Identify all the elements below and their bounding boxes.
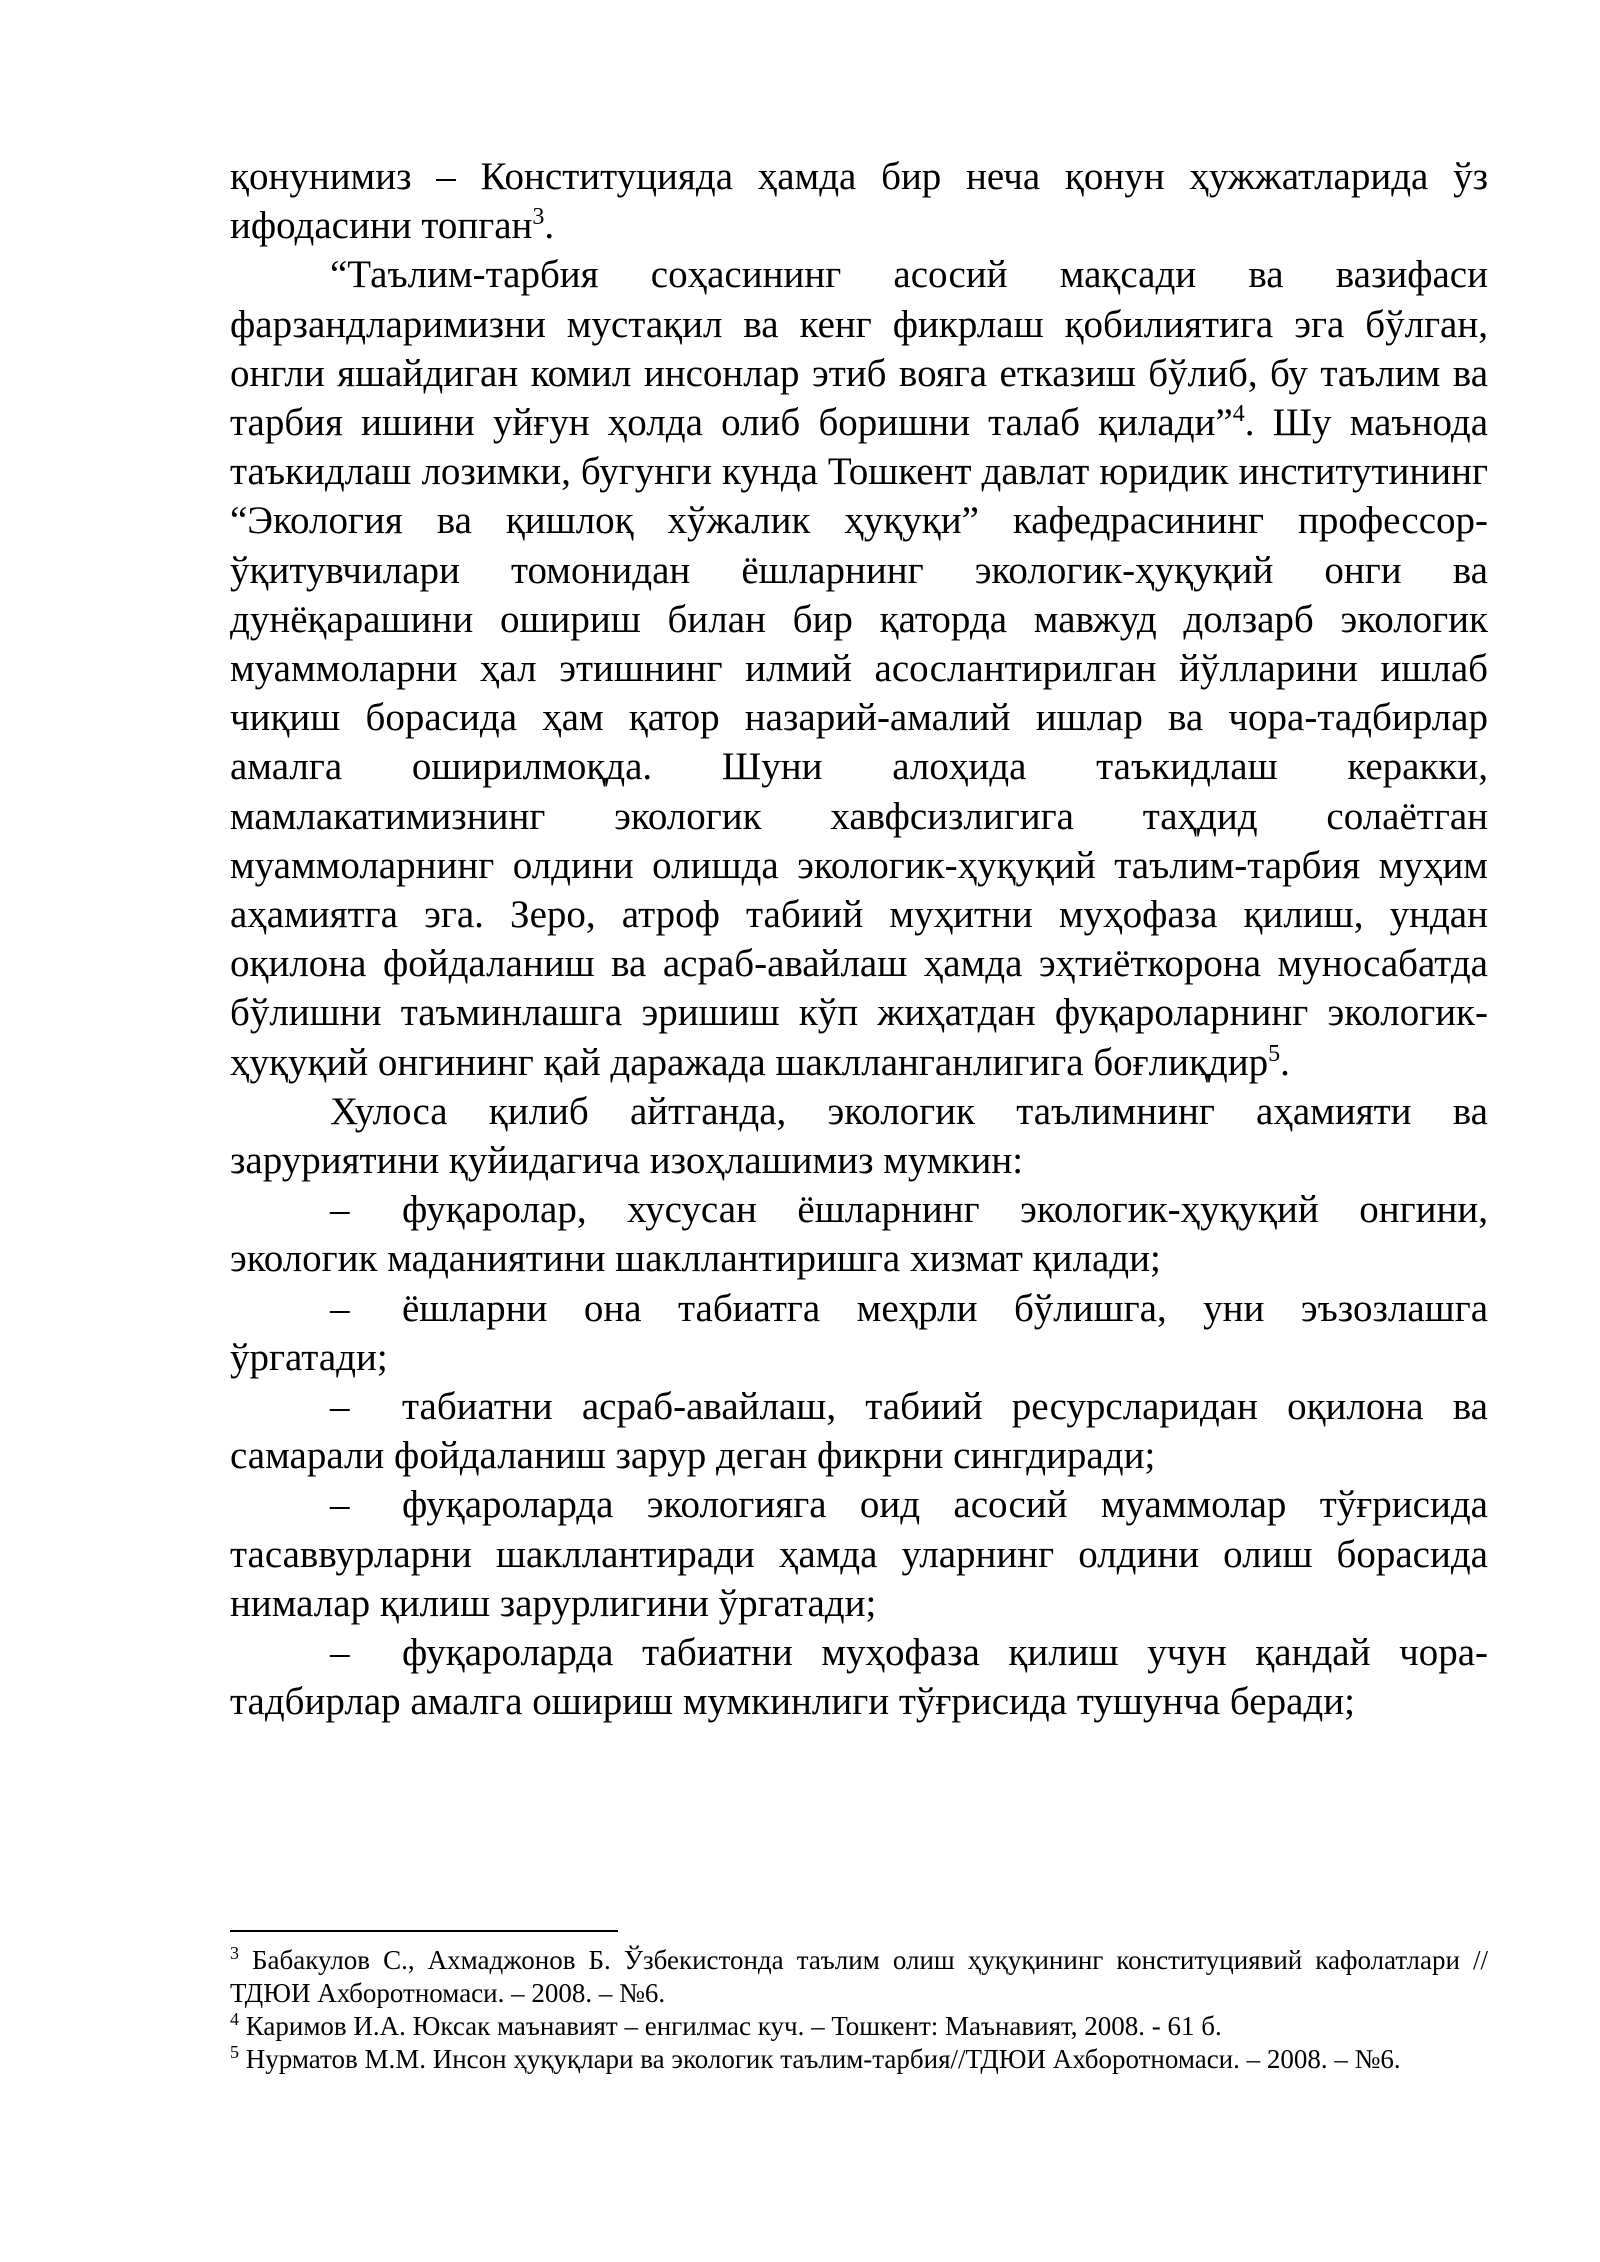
footnote-4 — [230, 2010, 1488, 2043]
footnote-number: 3 — [230, 1943, 239, 1963]
list-item-text: фуқароларда табиатни муҳофаза қилиш учун қандай чора-тадбирлар амалга ошириш мумкинлиги тўғрисида тушунча беради; — [230, 1631, 1488, 1724]
footnote-3 — [230, 1944, 1488, 2010]
list-item — [230, 1628, 1488, 1726]
dash-marker: – — [330, 1286, 350, 1330]
footnote-ref-4: 4 — [1232, 401, 1245, 428]
paragraph-end: . — [1280, 1040, 1290, 1084]
footnotes — [230, 1930, 1488, 2076]
footnote-separator — [230, 1930, 618, 1932]
list-item — [230, 1284, 1488, 1382]
list-item-text: фуқаролар, хусусан ёшларнинг экологик-ҳуқуқий онгини, экологик маданиятини шакллантиришга хизмат қилади; — [230, 1188, 1488, 1281]
list-item-text: табиатни асраб-авайлаш, табиий ресурсларидан оқилона ва самарали фойдаланиш зарур деган фикрни сингдиради; — [230, 1385, 1488, 1478]
dash-marker: – — [330, 1631, 350, 1675]
paragraph-2 — [230, 250, 1488, 1086]
footnote-text: Каримов И.А. Юксак маънавият – енгилмас куч. – Тошкент: Маънавият, 2008. - 61 б. — [239, 2011, 1222, 2041]
document-body — [230, 152, 1488, 1727]
list-item — [230, 1185, 1488, 1283]
footnote-number: 5 — [230, 2042, 239, 2062]
dash-marker: – — [330, 1483, 350, 1527]
footnote-5 — [230, 2043, 1488, 2076]
list-item — [230, 1382, 1488, 1480]
footnote-number: 4 — [230, 2009, 239, 2029]
paragraph-1: қонунимиз – Конституцияда ҳамда бир неча қонун ҳужжатларида ўз ифодасини топган$^3$. — [230, 155, 1488, 248]
footnote-ref-5: 5 — [1268, 1040, 1281, 1067]
quote-text: “Таълим-тарбия соҳасининг асосий мақсади ва вазифаси фарзандларимизни мустақил ва кенг фикрлаш қобилиятига эга бўлган, онгли яшайдиган комил инсонлар этиб вояга етказиш бўлиб, бу таълим ва тарбия ишини уйғун ҳолда олиб боришни талаб қилади” — [230, 253, 1488, 445]
list-item-text: ёшларни она табиатга меҳрли бўлишга, уни эъзозлашга ўргатади; — [230, 1286, 1488, 1379]
footnote-ref-3: 3 — [532, 204, 545, 231]
paragraph-text: . Шу маънода таъкидлаш лозимки, бугунги кунда Тошкент давлат юридик институтининг “Экология ва қишлоқ хўжалик ҳуқуқи” кафедрасининг профессор-ўқитувчилари томонидан ёшларнинг экологик-ҳуқуқий онги ва дунёқарашини ошириш билан бир қаторда мавжуд долзарб экологик муаммоларни ҳал этишнинг илмий асослантирилган йўлларини ишлаб чиқиш борасида ҳам қатор назарий-амалий ишлар ва чора-тадбирлар амалга оширилмоқда. Шуни алоҳида таъкидлаш керакки, мамлакатимизнинг экологик хавфсизлигига таҳдид солаётган муаммоларнинг олдини олишда экологик-ҳуқуқий таълим-тарбия муҳим аҳамиятга эга. Зеро, атроф табиий муҳитни муҳофаза қилиш, ундан оқилона фойдаланиш ва асраб-авайлаш ҳамда эҳтиёткорона муносабатда бўлишни таъминлашга эришиш кўп жиҳатдан фуқароларнинг экологик-ҳуқуқий онгининг қай даражада шаклланганлигига боғлиқдир — [230, 401, 1488, 1084]
dash-marker: – — [330, 1188, 350, 1232]
footnote-text: Нурматов М.М. Инсон ҳуқуқлари ва экологик таълим-тарбия//ТДЮИ Ахборотномаси. – 2008. – №6. — [239, 2044, 1401, 2074]
paragraph-3: Хулоса қилиб айтганда, экологик таълимнинг аҳамияти ва заруриятини қуйидагича изоҳлашимиз мумкин: — [230, 1089, 1488, 1183]
list-item — [230, 1480, 1488, 1628]
footnote-text: Бабакулов С., Ахмаджонов Б. Ўзбекистонда таълим олиш ҳуқуқининг конституциявий кафолатлари // ТДЮИ Ахборотномаси. – 2008. – №6. — [230, 1945, 1488, 2008]
paragraph-text: қонунимиз – Конституцияда ҳамда бир неча қонун ҳужжатларида ўз ифодасини топган — [230, 155, 1488, 248]
dash-marker: – — [330, 1385, 350, 1429]
list-item-text: фуқароларда экологияга оид асосий муаммолар тўғрисида тасаввурларни шакллантиради ҳамда уларнинг олдини олиш борасида нималар қилиш зарурлигини ўргатади; — [230, 1483, 1488, 1625]
